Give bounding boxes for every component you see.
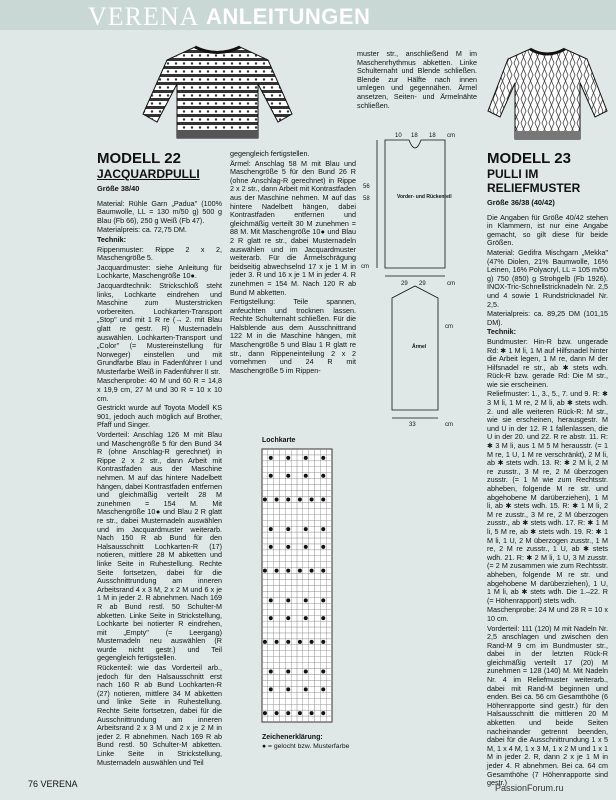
model23-text-p6: Reliefmuster: 1., 3., 5., 7. und 9. R: ✱ 3 M li, 1 M re, 2 M li, ab ✱ stets wdh. 2. und alle weiteren Rück-R: M str., wie sie erscheinen, herausgestr. M und U in der 12. R 1 fallenlassen, die U in der 20. und 22. R re abstr. 11. R: ✱ 3 M li, aus 1 M 5 M herausstr. (= 1 M re, 1 U, 1 M re verschränkt), 2 M li, ab ✱ stets wdh. 13. R: ✱ 2 M li, 2 M re zusstr., 3 M re, 2 M überzogen zusstr. (= 1 M wie zum Rechtsstr. abheben, folgende M re str. und abgehobene M darüberziehen), 1 M li, ab ✱ stets wdh. 15. R: ✱ 1 M li, 2 M re zusstr., 3 M re, 2 M überzogen zusstr., ab ✱ stets wdh. 17. R: ✱ 1 M li, 5 M re, ab ✱ stets wdh. 19. R: ✱ 1 M li, 1 U, 2 M überzogen zusstr., 1 M re, 2 M re zusstr., 1 U, ab ✱ stets wdh. 21. R: ✱ 2 M li, 1 U, 3 M zusstr. (= 2 M zusammen wie zum Rechtsstr. abheben, folgende M re str. und abgehobene M darüberziehen), 1 U, 1 M li, ab ✱ stets wdh. Die 1.–22. R (= Höhenrapport) stets wdh.	[487, 389, 608, 605]
model22-col3-p1: muster str., anschließend M im Maschenrhythmus abketten. Linke Schulternaht und Blende schließen. Blende zur Hälfte nach innen umlegen und gegennähen. Ärmel ansetzen, Seiten- und Ärmelnähte schließen.	[357, 49, 477, 110]
model22-column-1	[97, 150, 222, 780]
model23-column	[487, 150, 608, 795]
model23-text-p5: Bundmuster: Hin-R bzw. ungerade Rd: ✱ 1 M li, 1 M auf Hilfsnadel hinter die Arbeit legen, 1 M re, dann M der Hilfsnadel re str., ab ✱ stets wdh. Rück-R bzw. gerade Rd: Die M str., wie sie erscheinen.	[487, 336, 608, 389]
punch-hole	[275, 640, 279, 644]
model23-title: MODELL 23	[487, 150, 571, 167]
punch-hole	[286, 497, 290, 501]
punch-hole	[310, 640, 314, 644]
schema-label-29a: 29	[401, 281, 408, 287]
schema-label-sleeve: Ärmel	[412, 344, 427, 350]
punch-hole	[321, 670, 325, 674]
model22-subtitle: JACQUARDPULLI	[97, 167, 200, 181]
punch-hole	[321, 497, 325, 501]
model22-text-p3: Technik:	[97, 234, 127, 244]
punch-hole	[269, 670, 273, 674]
schema-label-cm4: cm	[445, 324, 453, 330]
punch-hole	[321, 640, 325, 644]
model22-text-p4: Rippenmuster: Rippe 2 x 2, Maschengröße 5.	[97, 244, 222, 263]
punch-hole	[286, 569, 290, 573]
model22-text-p2: Materialpreis: ca. 72,75 DM.	[97, 225, 187, 235]
punch-hole	[275, 711, 279, 715]
model22-title: MODELL 22	[97, 150, 181, 167]
schema-label-cm2: cm	[361, 264, 369, 270]
punch-hole	[269, 616, 273, 620]
schema-label-10: 10	[395, 133, 402, 139]
pattern-schema	[357, 128, 462, 428]
watermark: PassionForum.ru	[495, 783, 564, 793]
punch-hole	[321, 616, 325, 620]
model22-text-p1: Material: Rühle Garn „Padua" (100% Baumwolle, LL = 130 m/50 g) 500 g Blau (Fb 66), 250 g Weiß (Fb 47).	[97, 198, 222, 225]
punch-hole	[298, 711, 302, 715]
model22-text-p7: Maschenprobe: 40 M und 60 R = 14,8 x 19,9 cm, 27 M und 30 R = 10 x 10 cm.	[97, 376, 222, 403]
punch-hole	[263, 497, 267, 501]
page-header	[0, 0, 616, 30]
section-title: ANLEITUNGEN	[206, 4, 371, 29]
punch-hole	[310, 711, 314, 715]
punch-hole	[321, 456, 325, 460]
model23-text-p2: Material: Gedifra Mischgarn „Mekka" (47% Diolen, 21% Baumwolle, 16% Leinen, 16% Polyacryl, LL = 105 m/50 g) 750 (850) g Strohgelb (Fb 1926). INOX-Tric-Schnellstricknadeln Nr. 2,5 und 4 sowie 1 Rundstricknadel Nr. 2,5.	[487, 247, 608, 309]
model23-text-p7: Maschenprobe: 24 M und 28 R = 10 x 10 cm.	[487, 605, 608, 623]
punch-hole	[310, 569, 314, 573]
punch-hole	[286, 670, 290, 674]
schema-label-58: 58	[363, 196, 370, 202]
punch-hole	[286, 545, 290, 549]
punch-hole	[286, 456, 290, 460]
punch-hole	[286, 527, 290, 531]
punch-card-chart	[262, 449, 332, 722]
punch-hole	[304, 687, 308, 691]
schema-label-front-back: Vorder- und Rückenteil	[397, 194, 452, 200]
model23-sweater-illustration	[485, 45, 610, 143]
schema-label-cm1: cm	[447, 133, 455, 139]
model22-col2-p1: gegengleich fertigstellen.	[230, 149, 310, 158]
model23-subtitle: PULLI IM RELIEFMUSTER	[487, 167, 581, 195]
punch-hole	[275, 497, 279, 501]
model23-text-p1: Die Angaben für Größe 40/42 stehen in Klammern, ist nur eine Angabe gemacht, so gilt diese für beide Größen.	[487, 212, 608, 248]
punch-hole	[269, 474, 273, 478]
punch-hole	[298, 640, 302, 644]
model22-size: Größe 38/40	[97, 184, 140, 193]
punch-hole	[263, 569, 267, 573]
model23-text-p3: Materialpreis: ca. 89,25 DM (101,15 DM).	[487, 309, 608, 327]
model22-col2-p2: Ärmel: Anschlag 58 M mit Blau und Maschengröße 5 für den Bund 26 R (ohne Anschlag-R gerechnet) in Rippe 2 x 2 str., dann Arbeit mit Kontrastfaden aus der Maschine nehmen. M auf das hintere Nadelbett hängen, dabei Kontrastfaden entfernen und gleichmäßig verteilt 30 M zunehmen = 88 M. Mit Maschengröße 10● und Blau 2 R glatt re str., dabei Musternadeln auswählen und im Jacquardmuster weiterarb. Für die Ärmelschrägung beidseitig abwechselnd 17 x je 1 M in jeder 3. R und 16 x je 1 M in jeder 4. R zunehmen = 154 M. Nach 120 R ab Bund M abketten.	[230, 158, 356, 297]
punch-hole	[310, 497, 314, 501]
model22-text-p10: Rückenteil: wie das Vorderteil arb., jedoch für den Halsausschnitt erst nach 160 R ab Bund Lochkarten-R (27) notieren, mittlere 34 M abketten und linke Seite in Ruhestellung. Rechte Seite fortsetzen, dabei für die Ausschnittrundung am inneren Arbeitsrand 2 x 3 M und 2 x je 2 M in jeder 2. R abnehmen. Nach 169 R ab Bund restl. 50 Schulter-M abketten. Linke Seite in Strickstellung, Musternadeln auswählen und Teil	[97, 663, 222, 767]
punch-hole	[269, 527, 273, 531]
model23-text-p4: Technik:	[487, 327, 517, 337]
model22-text-p8: Gestrickt wurde auf Toyota Modell KS 901, jedoch auch möglich auf Brother, Pfaff und Singer.	[97, 403, 222, 430]
punch-hole	[275, 569, 279, 573]
punch-hole	[304, 545, 308, 549]
model23-text-p8: Vorderteil: 111 (120) M mit Nadeln Nr. 2,5 anschlagen und zwischen den Rand-M 9 cm im Bundmuster str., dabei in der letzten Rück-R gleichmäßig verteilt 17 (20) M zunehmen = 128 (140) M. Mit Nadeln Nr. 4 im Reliefmuster weiterarb., dabei mit Rand-M beginnen und enden. Bei ca. 56 cm Gesamthöhe (6 Höhenrapporte sind gestr.) für den Halsausschnitt die mittleren 20 M abketten und beide Seiten nacheinander getrennt beenden, dabei für die Ausschnittrundung 1 x 5 M, 1 x 4 M, 1 x 3 M, 1 x 2 M und 1 x 1 M in jeder 2. R, dann 2 x je 1 M in jeder 4. R abnehmen. Bei ca. 64 cm Gesamthöhe (7 Höhenrapporte sind gestr.)	[487, 623, 608, 788]
punch-hole	[321, 474, 325, 478]
schema-label-29b: 29	[419, 281, 426, 287]
punch-hole	[304, 456, 308, 460]
punch-hole	[286, 598, 290, 602]
punch-card-title: Lochkarte	[262, 437, 296, 444]
punch-hole	[286, 616, 290, 620]
model22-text-p6: Jacquardtechnik: Strickschloß steht links, Lochkarte eindrehen und Maschine zum Musterstricken vorbereiten. Lochkarten-Transport „Stop" und mit 1 R re (→ 2. mit Blau glatt re gestr. R) Musternadeln auswählen. Lochkarten-Transport und „Color" (= Mustereinstellung für Norweger) einstellen und mit Grundfarbe Blau in Fadenführer I und Musterfarbe Weiß in Fadenführer II str.	[97, 280, 222, 376]
model23-size: Größe 36/38 (40/42)	[487, 198, 555, 207]
legend-text: ● = gelocht bzw. Musterfarbe	[262, 743, 350, 750]
schema-label-56: 56	[363, 184, 370, 190]
model22-text-p5: Jacquardmuster: siehe Anleitung für Lochkarte, Maschengröße 10●.	[97, 262, 222, 281]
punch-hole	[286, 640, 290, 644]
punch-hole	[298, 497, 302, 501]
punch-hole	[263, 640, 267, 644]
punch-hole	[269, 545, 273, 549]
model22-column-3	[357, 50, 477, 110]
schema-label-cm3: cm	[447, 281, 455, 287]
schema-label-18a: 18	[411, 133, 418, 139]
punch-hole	[321, 569, 325, 573]
punch-hole	[304, 616, 308, 620]
model22-sweater-illustration	[140, 42, 295, 142]
page-footer: 76 VERENA	[28, 779, 78, 789]
punch-hole	[298, 569, 302, 573]
punch-hole	[269, 687, 273, 691]
punch-hole	[321, 527, 325, 531]
model22-text-p9: Vorderteil: Anschlag 126 M mit Blau und Maschengröße 5 für den Bund 34 R (ohne Anschlag-R gerechnet) in Rippe 2 x 2 str., dann Arbeit mit Kontrastfaden aus der Maschine nehmen. M auf das hintere Nadelbett hängen, dabei Kontrastfaden entfernen und gleichmäßig verteilt 28 M zunehmen = 154 M. Mit Maschengröße 10● und Blau 2 R glatt re str., dabei Musternadeln auswählen und im Jacquardmuster weiterarb. Nach 150 R ab Bund für den Halsausschnitt Lochkarten-R (17) notieren, mittlere 28 M abketten und linke Seite in Ruhestellung. Rechte Seite fortsetzen, dabei für die Ausschnittrundung am inneren Arbeitsrand 4 x 3 M, 2 x 2 M und 6 x je 1 M in jeder 2. R abnehmen. Nach 169 R ab Bund restl. 50 Schulter-M abketten. Linke Seite in Strickstellung, Lochkarte bei notierter R eindrehen, mit „Empty" (= Leergang) Musternadeln neu auswählen (R wurde nicht gestr.) und Teil gegengleich fertigstellen.	[97, 430, 222, 663]
punch-hole	[286, 711, 290, 715]
punch-hole	[304, 474, 308, 478]
magazine-logo: VERENA	[88, 2, 200, 31]
punch-hole	[321, 687, 325, 691]
legend-title: Zeichenerklärung:	[262, 734, 323, 741]
punch-hole	[286, 687, 290, 691]
punch-hole	[269, 598, 273, 602]
punch-hole	[321, 711, 325, 715]
punch-hole	[304, 670, 308, 674]
schema-label-18b: 18	[429, 133, 436, 139]
punch-hole	[304, 598, 308, 602]
schema-label-cm5: cm	[445, 422, 453, 428]
punch-hole	[321, 598, 325, 602]
punch-hole	[321, 545, 325, 549]
punch-hole	[263, 711, 267, 715]
model22-col2-p3: Fertigstellung: Teile spannen, anfeuchten und trocknen lassen. Rechte Schulternaht schließen. Für die Halsblende aus dem Ausschnittrand 122 M in die Maschine hängen, mit Maschengröße 5 und Blau 1 R glatt re str., dann Rippeneinteilung 2 x 2 vornehmen und 24 R mit Maschengröße 5 im Rippen-	[230, 297, 356, 375]
punch-hole	[286, 474, 290, 478]
schema-label-33: 33	[409, 422, 416, 428]
punch-hole	[304, 527, 308, 531]
punch-hole	[269, 456, 273, 460]
model22-column-2	[230, 150, 356, 435]
